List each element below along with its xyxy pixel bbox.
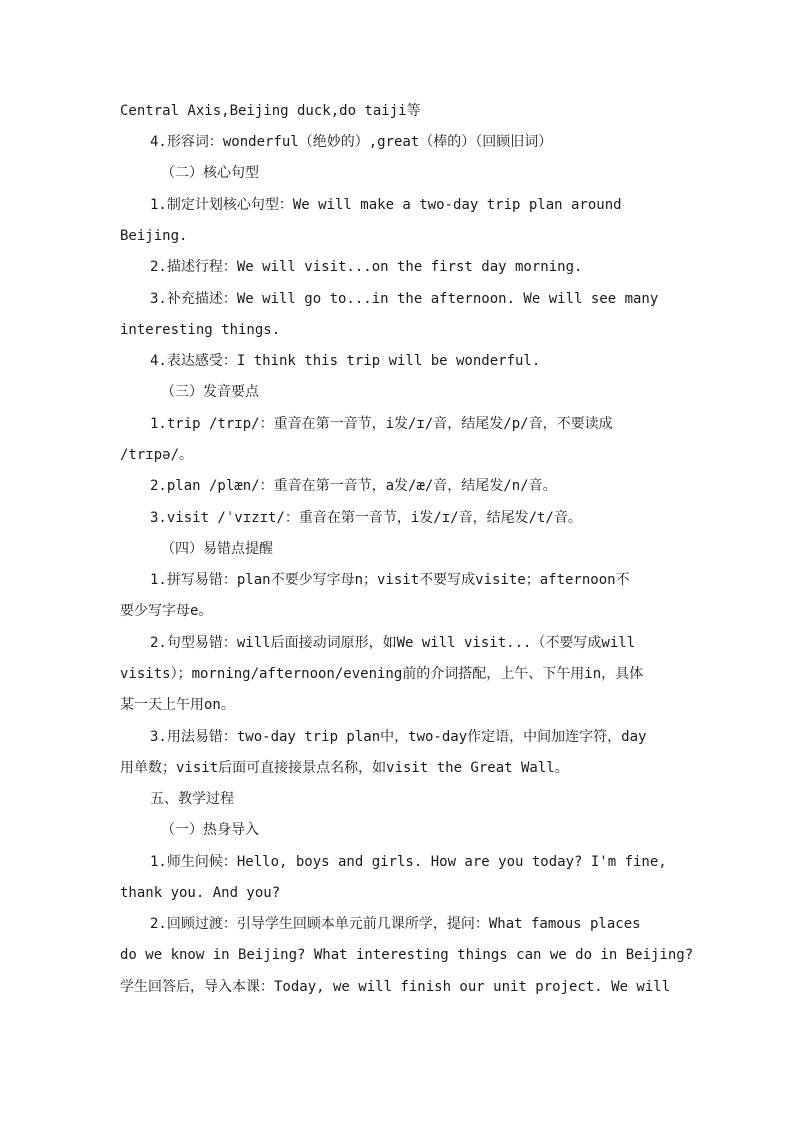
text-line: 3.用法易错：two-day trip plan中，two-day作定语，中间加连字符，day — [150, 729, 647, 745]
text-line: 1.师生问候：Hello, boys and girls. How are you today? I'm fine, — [150, 854, 667, 870]
text-line: 学生回答后，导入本课：Today, we will finish our unit project. We will — [120, 979, 671, 995]
text-line: Central Axis,Beijing duck,do taiji等 — [120, 103, 421, 119]
text-line: thank you. And you? — [120, 885, 281, 901]
text-line: 2.句型易错：will后面接动词原形，如We will visit...（不要写成will — [150, 635, 636, 651]
text-line: 4.表达感受：I think this trip will be wonderful. — [150, 353, 541, 369]
text-line: 要少写字母e。 — [120, 603, 213, 619]
section-heading: （四）易错点提醒 — [161, 541, 273, 557]
text-line: 3.visit /ˈvɪzɪt/：重音在第一音节，i发/ɪ/音，结尾发/t/音。 — [150, 510, 582, 526]
text-line: 1.拼写易错：plan不要少写字母n；visit不要写成visite；afternoon不 — [150, 572, 630, 588]
section-heading: （三）发音要点 — [161, 384, 259, 400]
text-line: 2.描述行程：We will visit...on the first day morning. — [150, 259, 583, 275]
text-line: 1.制定计划核心句型：We will make a two-day trip plan around — [150, 197, 622, 213]
text-line: 2.回顾过渡：引导学生回顾本单元前几课所学，提问：What famous places — [150, 916, 641, 932]
text-line: 2.plan /plæn/：重音在第一音节，a发/æ/音，结尾发/n/音。 — [150, 478, 557, 494]
text-line: 1.trip /trɪp/：重音在第一音节，i发/ɪ/音，结尾发/p/音，不要读成 — [150, 416, 613, 432]
text-line: do we know in Beijing? What interesting things can we do in Beijing? — [120, 947, 694, 963]
text-line: Beijing. — [120, 228, 188, 244]
section-heading: 五、教学过程 — [150, 791, 234, 807]
text-line: 4.形容词：wonderful（绝妙的）,great（棒的）（回顾旧词） — [150, 134, 553, 150]
text-line: visits）；morning/afternoon/evening前的介词搭配，上午、下午用in，具体 — [120, 666, 644, 682]
text-line: 用单数；visit后面可直接接景点名称，如visit the Great Wall。 — [120, 760, 569, 776]
text-line: interesting things. — [120, 322, 281, 338]
section-heading: （二）核心句型 — [161, 165, 259, 181]
text-line: 3.补充描述：We will go to...in the afternoon. We will see many — [150, 291, 659, 307]
section-heading: （一）热身导入 — [161, 822, 259, 838]
text-line: /trɪpə/。 — [120, 447, 194, 463]
text-line: 某一天上午用on。 — [120, 697, 235, 713]
